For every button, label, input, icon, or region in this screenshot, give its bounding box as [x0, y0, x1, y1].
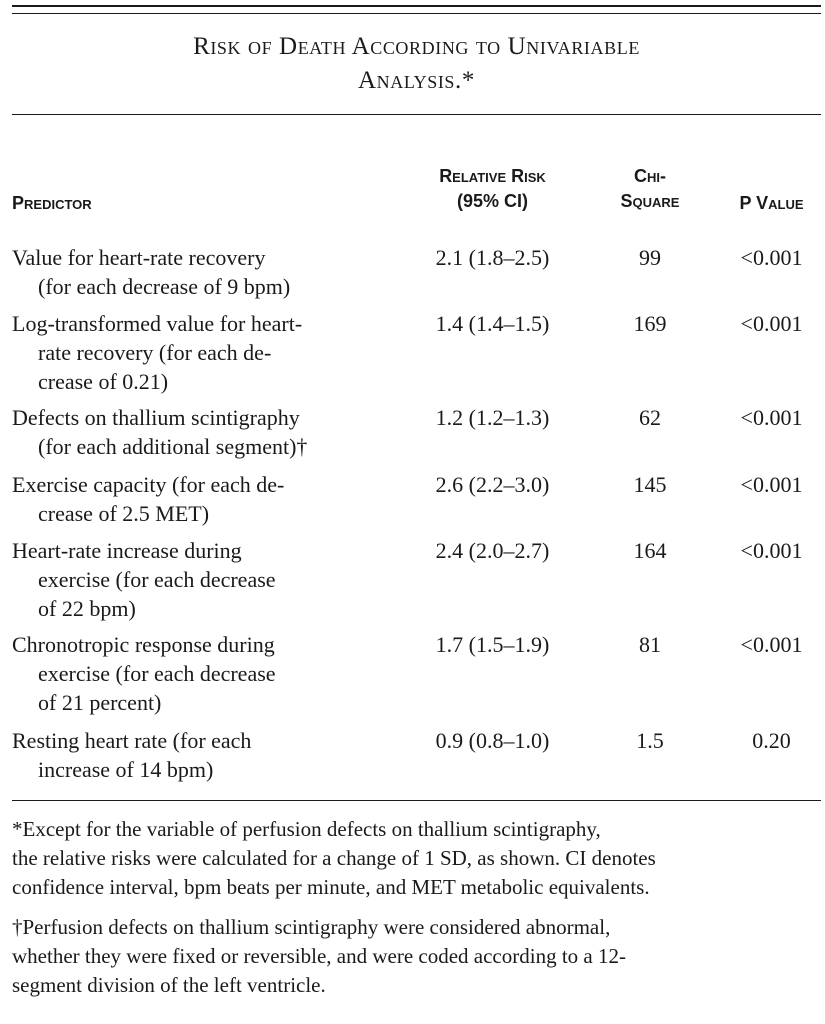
chi-square-cell: 99 — [639, 245, 661, 270]
predictor-line: rate recovery (for each de- — [38, 340, 272, 365]
predictor-line: Defects on thallium scintigraphy — [12, 405, 300, 430]
table-bottom-rule — [12, 800, 821, 801]
predictor-line: Log-transformed value for heart- — [12, 311, 303, 336]
relative-risk-cell: 1.4 (1.4–1.5) — [435, 311, 550, 336]
chi-square-cell: 164 — [633, 538, 667, 563]
column-header-chi-square-line-2: Square — [620, 191, 680, 211]
chi-square-cell: 169 — [633, 311, 667, 336]
predictor-line: Heart-rate increase during — [12, 538, 242, 563]
p-value-cell: <0.001 — [740, 472, 803, 497]
predictor-cell — [12, 630, 397, 717]
predictor-line: of 21 percent) — [38, 690, 162, 715]
predictor-line: Exercise capacity (for each de- — [12, 472, 285, 497]
table-title — [12, 30, 821, 98]
column-header-chi-square — [590, 164, 710, 214]
table-title-line-1: Risk of Death According to Univariable — [193, 33, 640, 60]
footnote-line: *Except for the variable of perfusion defects on thallium scintigraphy, — [12, 817, 601, 841]
p-value-cell: <0.001 — [740, 245, 803, 270]
predictor-line: Value for heart-rate recovery — [12, 245, 266, 270]
predictor-line: exercise (for each decrease — [38, 661, 276, 686]
footnote-line: †Perfusion defects on thallium scintigraphy were considered abnormal, — [12, 915, 611, 939]
column-header-relative-risk-line-1: Relative Risk — [439, 166, 546, 186]
predictor-line: (for each decrease of 9 bpm) — [38, 274, 291, 299]
predictor-line: crease of 2.5 MET) — [38, 501, 210, 526]
predictor-cell — [12, 403, 397, 461]
relative-risk-cell: 2.4 (2.0–2.7) — [435, 538, 550, 563]
predictor-cell — [12, 470, 397, 528]
chi-square-cell: 81 — [639, 632, 661, 657]
predictor-line: crease of 0.21) — [38, 369, 169, 394]
footnote-asterisk — [12, 815, 821, 902]
footnote-line: confidence interval, bpm beats per minute, and MET metabolic equivalents. — [12, 875, 650, 899]
p-value-cell: <0.001 — [740, 311, 803, 336]
predictor-line: increase of 14 bpm) — [38, 757, 214, 782]
column-header-relative-risk — [400, 164, 585, 214]
p-value-cell: 0.20 — [752, 728, 791, 753]
predictor-line: exercise (for each decrease — [38, 567, 276, 592]
column-header-p-value: P Value — [739, 193, 804, 213]
p-value-cell: <0.001 — [740, 405, 803, 430]
predictor-cell — [12, 243, 397, 301]
relative-risk-cell: 1.2 (1.2–1.3) — [435, 405, 550, 430]
footnote-dagger — [12, 913, 821, 1000]
relative-risk-cell: 2.6 (2.2–3.0) — [435, 472, 550, 497]
relative-risk-cell: 0.9 (0.8–1.0) — [435, 728, 550, 753]
predictor-line: of 22 bpm) — [38, 596, 136, 621]
predictor-line: Resting heart rate (for each — [12, 728, 252, 753]
chi-square-cell: 1.5 — [636, 728, 664, 753]
chi-square-cell: 62 — [639, 405, 661, 430]
predictor-cell — [12, 536, 397, 623]
footnote-line: the relative risks were calculated for a change of 1 SD, as shown. CI denotes — [12, 846, 656, 870]
predictor-cell — [12, 309, 397, 396]
table-title-line-2: Analysis.* — [357, 67, 475, 94]
p-value-cell: <0.001 — [740, 632, 803, 657]
header-rule — [12, 114, 821, 115]
p-value-cell: <0.001 — [740, 538, 803, 563]
predictor-cell — [12, 726, 397, 784]
column-header-predictor: Predictor — [12, 193, 92, 213]
column-header-relative-risk-line-2: (95% CI) — [456, 191, 528, 211]
footnote-line: whether they were fixed or reversible, and were coded according to a 12- — [12, 944, 626, 968]
top-rule-secondary — [12, 13, 821, 14]
column-header-chi-square-line-1: Chi- — [634, 166, 666, 186]
relative-risk-cell: 2.1 (1.8–2.5) — [435, 245, 550, 270]
footnote-line: segment division of the left ventricle. — [12, 973, 326, 997]
predictor-line: (for each additional segment)† — [38, 434, 308, 459]
chi-square-cell: 145 — [633, 472, 667, 497]
relative-risk-cell: 1.7 (1.5–1.9) — [435, 632, 550, 657]
predictor-line: Chronotropic response during — [12, 632, 275, 657]
top-rule — [12, 5, 821, 7]
